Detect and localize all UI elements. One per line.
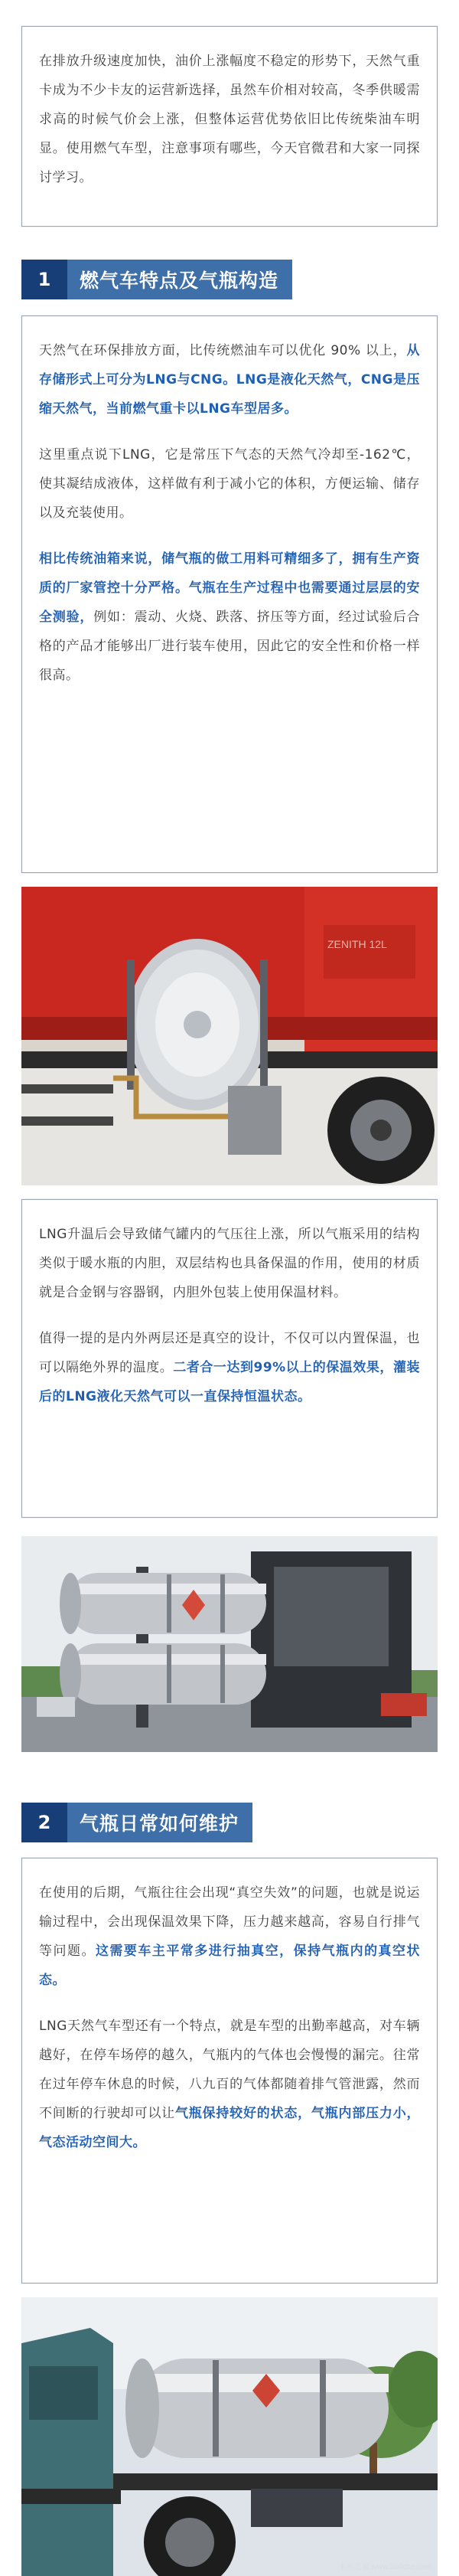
- s1-p5-highlight: 二者合一达到99%以上的保温效果，灌装后的LNG液化天然气可以一直保持恒温状态。: [39, 1360, 420, 1404]
- s1-p3-plain: 例如：震动、火烧、跌落、挤压等方面，经过试验后合格的产品才能够出厂进行装车使用，因此它的安全性和价格一样很高。: [39, 610, 421, 683]
- section2-number: 2: [21, 1803, 67, 1842]
- truck-lng-tank-illustration: [21, 887, 438, 1185]
- s1-paragraph-5: [39, 1324, 420, 1411]
- s2-p2-plain: LNG天然气车型还有一个特点，就是车型的出勤率越高，对车辆越好，在停车场停的越久，气瓶内的气体也会慢慢的漏完。往常在过年停车休息的时候，八九百的气体都随着排气管泄露，然而不间断的行驶却可以让: [39, 2019, 420, 2121]
- truck-lng-tank-photo: [21, 887, 438, 1185]
- section1-card-a: [21, 315, 438, 873]
- s1-p1-highlight: 从存储形式上可分为LNG与CNG。LNG是液化天然气，CNG是压缩天然气，当前燃气重卡以LNG车型居多。: [39, 343, 420, 417]
- s1-p5-plain: 值得一提的是内外两层还是真空的设计，不仅可以内置保温，也可以隔绝外界的温度。: [39, 1331, 420, 1375]
- s2-p1-highlight: 这需要车主平常多进行抽真空，保持气瓶内的真空状态。: [39, 1943, 421, 1988]
- intro-paragraph: 在排放升级速度加快，油价上涨幅度不稳定的形势下，天然气重卡成为不少卡友的运营新选择，虽然车价相对较高，冬季供暖需求高的时候气价会上涨，但整体运营优势依旧比传统柴油车明显。使用燃气车型，注意事项有哪些，今天官微君和大家一同探讨学习。: [39, 54, 420, 185]
- truck-cylinder-illustration: [21, 2297, 438, 2576]
- s2-paragraph-2: [39, 2012, 420, 2157]
- s2-p1-plain: 在使用的后期，气瓶往往会出现“真空失效”的问题，也就是说运输过程中，会出现保温效果下降，压力越来越高，容易自行排气等问题。: [39, 1885, 420, 1959]
- section1-card-b: [21, 1199, 438, 1518]
- image-credit-watermark: 卡车之家 www.360che.com: [338, 2563, 431, 2571]
- section2-header: [21, 1803, 252, 1842]
- section1-number: 1: [21, 260, 67, 299]
- s1-paragraph-1: [39, 336, 420, 423]
- svg-text:ZENITH 12L: ZENITH 12L: [327, 938, 387, 950]
- s1-p3-highlight: 相比传统油箱来说，储气瓶的做工用料可精细多了，拥有生产资质的厂家管控十分严格。气瓶在生产过程中也需要通过层层的安全测验，: [39, 551, 420, 625]
- truck-cylinder-photo: [21, 2297, 438, 2576]
- section2-card: [21, 1858, 438, 2283]
- intro-card: [21, 26, 438, 227]
- section1-title: 燃气车特点及气瓶构造: [67, 260, 292, 299]
- section2-title: 气瓶日常如何维护: [67, 1803, 252, 1842]
- s2-paragraph-1: [39, 1878, 420, 1995]
- gas-cylinders-photo: [21, 1536, 438, 1752]
- gas-cylinders-illustration: [21, 1536, 438, 1752]
- s1-paragraph-3: [39, 544, 420, 690]
- s1-paragraph-4: LNG升温后会导致储气罐内的气压往上涨，所以气瓶采用的结构类似于暖水瓶的内胆，双层结构也具备保温的作用，使用的材质就是合金钢与容器钢，内胆外包装上使用保温材料。: [39, 1227, 420, 1300]
- section1-header: [21, 260, 292, 299]
- s1-paragraph-2: 这里重点说下LNG，它是常压下气态的天然气冷却至-162℃，使其凝结成液体，这样做有利于减小它的体积，方便运输、储存以及充装使用。: [39, 447, 420, 521]
- s2-p2-highlight: 气瓶保持较好的状态，气瓶内部压力小，气态活动空间大。: [39, 2106, 421, 2150]
- s1-p1-plain: 天然气在环保排放方面，比传统燃油车可以优化 90% 以上，: [39, 343, 407, 358]
